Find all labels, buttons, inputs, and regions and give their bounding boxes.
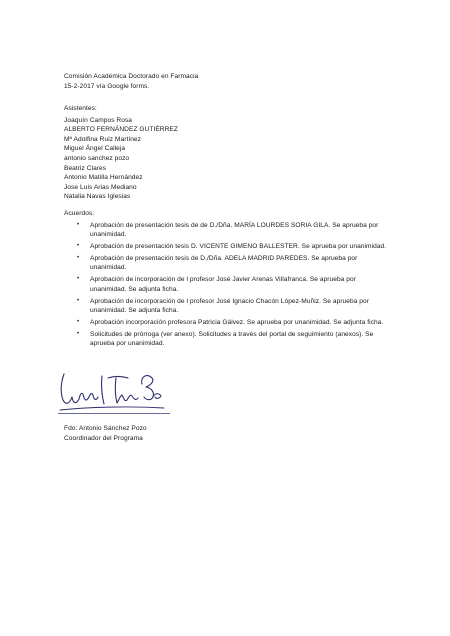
attendee-name: ALBERTO FERNÁNDEZ GUTIÉRREZ bbox=[64, 126, 178, 134]
committee-title: Comisión Académica Doctorado en Farmacia bbox=[64, 73, 199, 80]
agreement-item bbox=[64, 297, 394, 316]
signature-underline bbox=[58, 413, 170, 414]
attendee-name: Beatriz Clares bbox=[64, 164, 107, 172]
agreement-text: Aprobación de presentación tesis de de D./Dña. MARÍA LOURDES SORIA GILA. Se aprueba por unanimidad. bbox=[90, 221, 379, 239]
attendee-name: Antonio Matilla Hernández bbox=[64, 174, 143, 182]
agreement-item bbox=[64, 221, 394, 240]
bullet-icon: • bbox=[77, 254, 80, 261]
agreements-list bbox=[64, 221, 394, 349]
attendees-section bbox=[64, 104, 178, 202]
agreement-text: Aprobación de incorporación de l profesor José Javier Arenas Villafranca. Se aprueba por unanimidad. Se adjunta ficha. bbox=[90, 276, 356, 293]
agreement-text: Solicitudes de prórroga (ver anexo). Solicitudes a través del portal de seguimiento (anexos). Se aprueba por unanimidad. bbox=[90, 330, 374, 348]
signer-block bbox=[64, 424, 147, 443]
attendee-name: Natalia Navas Iglesias bbox=[64, 193, 131, 201]
agreement-item bbox=[64, 330, 394, 349]
agreement-item bbox=[64, 242, 394, 252]
attendee-name: Jose Luis Arias Mediano bbox=[64, 183, 137, 191]
bullet-icon: • bbox=[77, 297, 80, 304]
meeting-date: 15-2-2017 vía Google forms. bbox=[64, 82, 150, 90]
bullet-icon: • bbox=[77, 330, 80, 337]
signer-name: Fdo: Antonio Sánchez Pozo bbox=[64, 425, 147, 432]
agreement-text: Aprobación de presentación tesis de D./Dña. ADELA MADRID PAREDES. Se aprueba por unanimidad. bbox=[90, 254, 358, 272]
attendees-label: Asistentes: bbox=[64, 105, 97, 112]
agreement-item bbox=[64, 318, 394, 328]
signer-role: Coordinador del Programa bbox=[64, 434, 143, 442]
bullet-icon: • bbox=[77, 242, 80, 249]
attendee-name: Miguel Ángel Calleja bbox=[64, 145, 126, 153]
agreements-section bbox=[64, 209, 394, 351]
attendee-name: Joaquín Campos Rosa bbox=[64, 116, 133, 124]
agreement-text: Aprobación de presentación tesis D. VICENTE GIMENO BALLESTER. Se aprueba por unanimidad. bbox=[90, 242, 387, 250]
bullet-icon: • bbox=[77, 318, 80, 325]
document-header bbox=[64, 72, 198, 91]
agreement-text: Aprobación incorporación profesora Patricia Gálvez. Se aprueba por unanimidad. Se adjunta ficha. bbox=[90, 318, 384, 326]
attendee-name: Mª Adolfina Ruiz Martínez bbox=[64, 135, 141, 143]
agreement-text: Aprobación de incorporación de l profesor José Ignacio Chacón López-Muñiz. Se aprueba por unanimidad. Se adjunta ficha. bbox=[90, 297, 369, 315]
agreement-item bbox=[64, 254, 394, 273]
agreements-label: Acuerdos: bbox=[64, 210, 95, 217]
bullet-icon: • bbox=[77, 276, 80, 283]
attendee-name: antonio sanchez pozo bbox=[64, 154, 130, 162]
bullet-icon: • bbox=[77, 221, 80, 228]
agreement-item bbox=[64, 275, 394, 294]
